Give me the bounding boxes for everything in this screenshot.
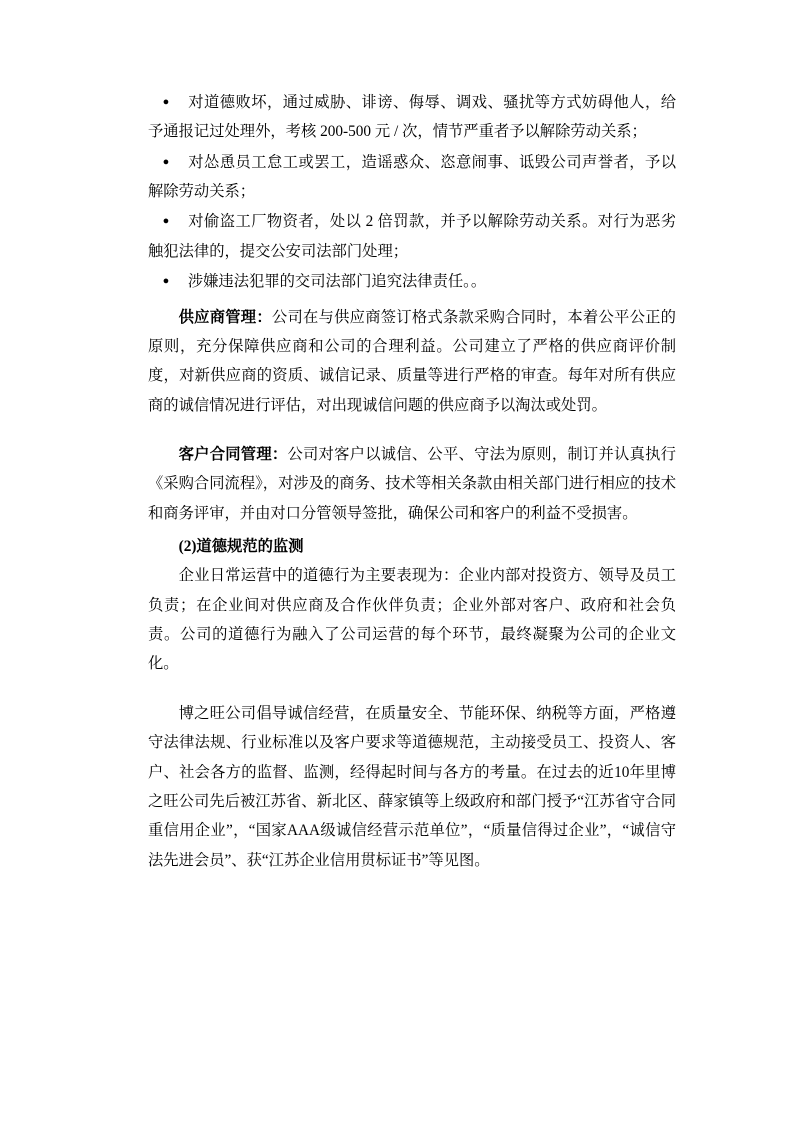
list-item-text: 对怂恿员工怠工或罢工，造谣惑众、恣意闹事、诋毁公司声誉者，予以解除劳动关系； <box>148 153 676 201</box>
paragraph-ethics-monitoring-1: 企业日常运营中的道德行为主要表现为：企业内部对投资方、领导及员工负责；在企业间对供应商及合作伙伴负责；企业外部对客户、政府和社会负责。公司的道德行为融入了公司运营的每个环节，最终凝聚为公司的企业文化。 <box>148 567 676 673</box>
paragraph-body: 公司在与供应商签订格式条款采购合同时，本着公平公正的原则，充分保障供应商和公司的合理利益。公司建立了严格的供应商评价制度，对新供应商的资质、诚信记录、质量等进行严格的审查。每年对所有供应商的诚信情况进行评估，对出现诚信问题的供应商予以淘汰或处罚。 <box>148 308 676 414</box>
bullet-icon: ● <box>162 155 170 168</box>
list-item-text: 涉嫌违法犯罪的交司法部门追究法律责任。。 <box>187 273 487 291</box>
page-content <box>148 88 676 875</box>
list-item <box>148 148 676 207</box>
list-item-text: 对道德败坏，通过威胁、诽谤、侮辱、调戏、骚扰等方式妨碍他人，给予通报记过处理外，考核 200-500 元 / 次，情节严重者予以解除劳动关系； <box>148 94 676 141</box>
paragraph-body: 公司对客户以诚信、公平、守法为原则，制订并认真执行《采购合同流程》，对涉及的商务、技术等相关条款由相关部门进行相应的技术和商务评审，并由对口分管领导签批，确保公司和客户的利益不受损害。 <box>148 445 676 522</box>
bullet-icon: ● <box>162 96 170 108</box>
list-item <box>148 267 676 296</box>
paragraph-lead-label: 供应商管理： <box>178 308 272 326</box>
bullet-icon: ● <box>162 215 170 228</box>
list-item-text: 对偷盗工厂物资者，处以 2 倍罚款，并予以解除劳动关系。对行为恶劣触犯法律的，提交公安司法部门处理； <box>148 213 676 260</box>
list-item <box>148 207 676 266</box>
paragraph-lead-label: 客户合同管理： <box>178 445 288 463</box>
paragraph-supplier-management <box>148 303 676 420</box>
paragraph-customer-contract-management <box>148 440 676 528</box>
bullet-icon: ● <box>162 275 170 288</box>
list-item <box>148 88 676 147</box>
paragraph-ethics-monitoring-2: 博之旺公司倡导诚信经营，在质量安全、节能环保、纳税等方面，严格遵守法律法规、行业标准以及客户要求等道德规范，主动接受员工、投资人、客户、社会各方的监督、监测，经得起时间与各方的考量。在过去的近10年里博之旺公司先后被江苏省、新北区、薛家镇等上级政府和部门授予“江苏省守合同重信用企业”，“国家AAA级诚信经营示范单位”，“质量信得过企业”，“诚信守法先进会员”、获“江苏企业信用贯标证书”等见图。 <box>148 704 676 869</box>
section-heading: (2)道德规范的监测 <box>178 538 304 556</box>
